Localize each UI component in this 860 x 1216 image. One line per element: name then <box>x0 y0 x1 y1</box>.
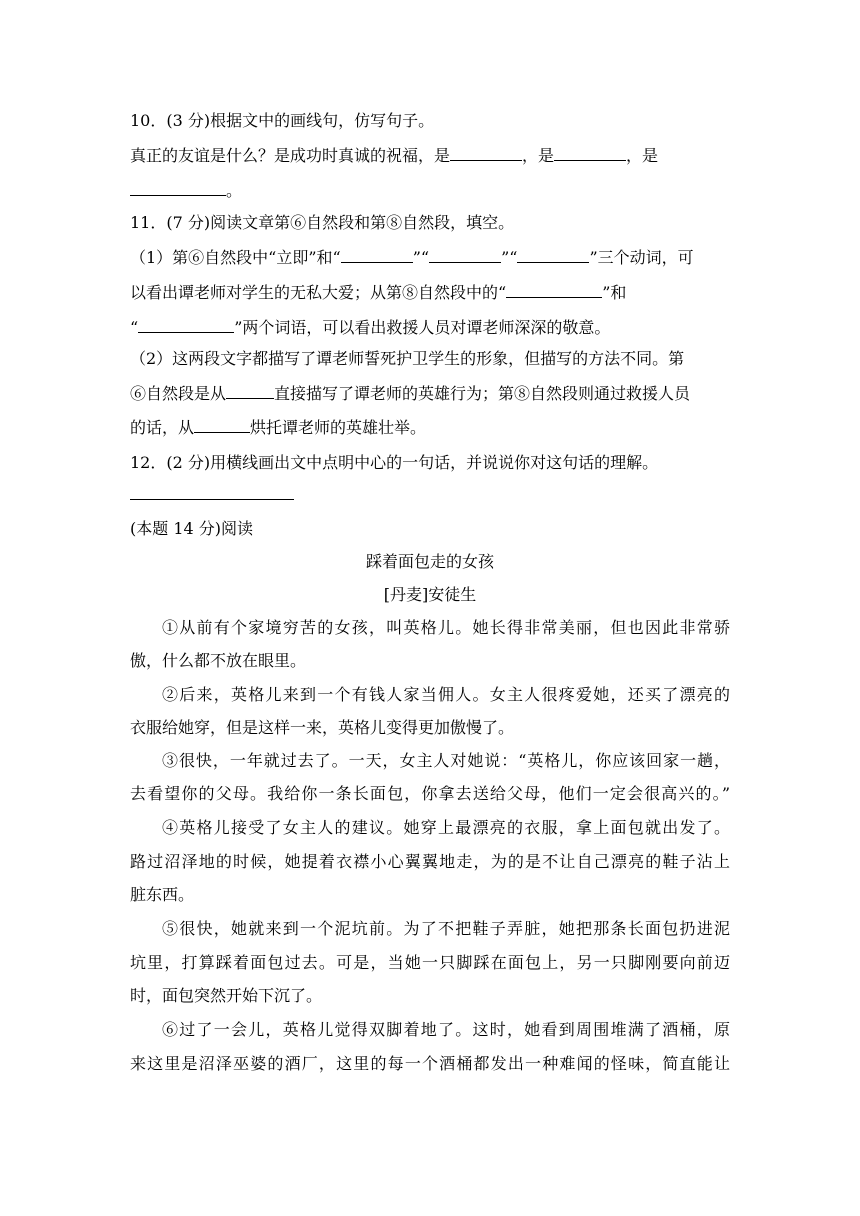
quote-mark: ”“ <box>501 248 518 267</box>
question-11-text: ”和 <box>602 283 627 302</box>
question-10-continuation <box>130 180 730 202</box>
answer-blank[interactable] <box>517 247 589 263</box>
paragraph-line: 傲，什么都不放在眼里。 <box>130 651 307 670</box>
paragraph-line: 路过沼泽地的时候，她提着衣襟小心翼翼地走，为的是不让自己漂亮的鞋子沾上 <box>130 852 730 871</box>
paragraph-line: ⑤很快，她就来到一个泥坑前。为了不把鞋子弄脏，她把那条长面包扔进泥 <box>162 919 730 938</box>
question-10-prompt <box>130 145 730 167</box>
question-10-separator: ，是 <box>522 146 555 165</box>
question-11-text: ”两个词语，可以看出救援人员对谭老师深深的敬意。 <box>234 318 611 337</box>
paragraph-line: ③很快，一年就过去了。一天，女主人对她说：“英格儿，你应该回家一趟， <box>162 751 730 770</box>
question-11-part1-line2 <box>130 282 730 304</box>
question-10-title: 10．(3 分)根据文中的画线句，仿写句子。 <box>130 111 435 130</box>
answer-blank[interactable] <box>506 282 602 298</box>
answer-blank[interactable] <box>130 180 226 196</box>
question-11-part2-line3 <box>130 417 730 439</box>
question-11-part1-line3 <box>130 317 730 339</box>
paragraph-line: 时，面包突然开始下沉了。 <box>130 986 323 1005</box>
question-10-end: 。 <box>226 181 243 200</box>
story-author: [丹麦]安徒生 <box>383 585 477 604</box>
question-11-text: 直接描写了谭老师的英雄行为；第⑧自然段则通过救援人员 <box>274 384 691 403</box>
paragraph-line: ④英格儿接受了女主人的建议。她穿上最漂亮的衣服，拿上面包就出发了。 <box>162 818 730 837</box>
paragraph-line: 来这里是沼泽巫婆的酒厂，这里的每一个酒桶都发出一种难闻的怪味，简直能让 <box>130 1054 730 1073</box>
question-11-text: 以看出谭老师对学生的无私大爱；从第⑧自然段中的“ <box>130 283 507 302</box>
paragraph-line: ②后来，英格儿来到一个有钱人家当佣人。女主人很疼爱她，还买了漂亮的 <box>162 685 730 704</box>
question-11-text: （1）第⑥自然段中“立即”和“ <box>130 248 341 267</box>
answer-blank[interactable] <box>138 317 234 333</box>
question-12-title: 12．(2 分)用横线画出文中点明中心的一句话，并说说你对这句话的理解。 <box>130 453 659 472</box>
answer-blank[interactable] <box>554 145 626 161</box>
question-10-text: 真正的友谊是什么？是成功时真诚的祝福，是 <box>130 146 451 165</box>
answer-blank[interactable] <box>341 247 413 263</box>
paragraph-line: 去看望你的父母。我给你一条长面包，你拿去送给父母，他们一定会很高兴的。” <box>130 784 730 803</box>
answer-blank[interactable] <box>226 383 274 399</box>
paragraph-line: ①从前有个家境穷苦的女孩，叫英格儿。她长得非常美丽，但也因此非常骄 <box>162 618 730 637</box>
paragraph-line: 脏东西。 <box>130 885 195 904</box>
quote-mark: ”“ <box>412 248 430 267</box>
paragraph-line: 坑里，打算踩着面包过去。可是，当她一只脚踩在面包上，另一只脚刚要向前迈 <box>130 953 730 972</box>
question-11-text: ”三个动词，可 <box>589 248 694 267</box>
question-11-part2-line2 <box>130 383 730 405</box>
question-11-text: ⑥自然段是从 <box>130 384 227 403</box>
question-11-text: 烘托谭老师的英雄壮举。 <box>250 418 427 437</box>
paragraph-line: 衣服给她穿，但是这样一来，英格儿变得更加傲慢了。 <box>130 718 515 737</box>
paragraph-line: ⑥过了一会儿，英格儿觉得双脚着地了。这时，她看到周围堆满了酒桶，原 <box>162 1020 730 1039</box>
question-11-title: 11．(7 分)阅读文章第⑥自然段和第⑧自然段，填空。 <box>130 213 515 232</box>
question-11-text: 的话，从 <box>130 418 195 437</box>
question-10-separator: ，是 <box>626 146 659 165</box>
question-11-part2-line1: （2）这两段文字都描写了谭老师誓死护卫学生的形象，但描写的方法不同。第 <box>130 349 685 368</box>
answer-blank[interactable] <box>450 145 522 161</box>
quote-mark: “ <box>130 318 139 337</box>
answer-blank[interactable] <box>194 417 250 433</box>
question-11-part1-line1 <box>130 247 730 269</box>
answer-line[interactable] <box>130 499 294 500</box>
section-intro: (本题 14 分)阅读 <box>130 519 254 538</box>
answer-blank[interactable] <box>429 247 501 263</box>
story-title: 踩着面包走的女孩 <box>365 552 494 571</box>
